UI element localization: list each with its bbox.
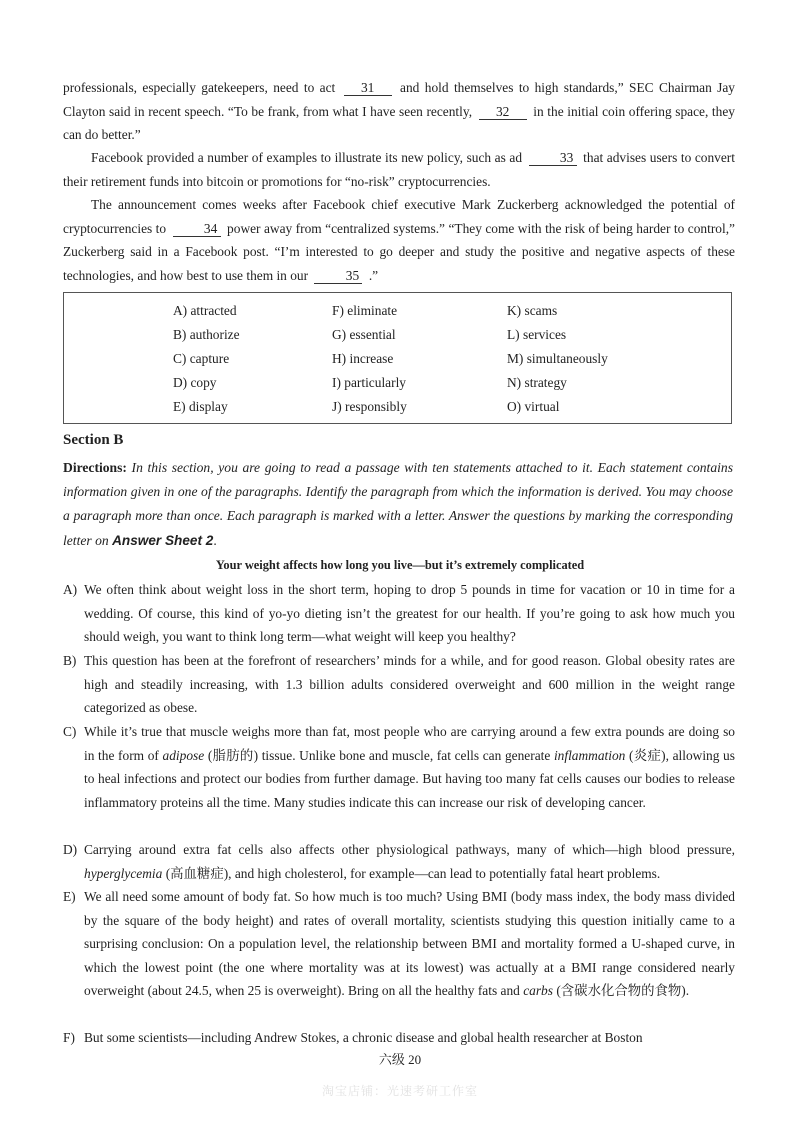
text-segment: We all need some amount of body fat. So how much is too much? Using BMI (body mass index, the body mass divided by the square of the body height) and rates of overall mortality, scientists studying this question initially came to a surprising conclusion: On a population level, the relationship between BMI and mortality formed a U-shaped curve, in which the lowest point (the one where mortality was at its lowest) was actually at a BMI range considered nearly overweight (about 24.5, when 25 is overweight). Bring on all the healthy fats and bbox=[84, 889, 735, 999]
term-hyperglycemia: hyperglycemia bbox=[84, 865, 163, 881]
paragraph-text: This question has been at the forefront of researchers’ minds for a while, and for good reason. Global obesity rates are high and steadily increasing, with 1.3 billion adults considered overweight and 600 million in the weight range categorized as obese. bbox=[84, 653, 735, 716]
paragraph-text bbox=[84, 720, 735, 814]
directions-text: In this section, you are going to read a passage with ten statements attached to it. Each statement contains information given in one of the paragraphs. Identify the paragraph from which the information is derived. You may choose a paragraph more than once. Each paragraph is marked with a letter. Answer the questions by marking the corresponding letter on bbox=[63, 460, 733, 548]
text-segment: (含碳水化合物的食物). bbox=[556, 983, 690, 999]
text-segment: The announcement comes weeks after Facebook chief executive Mark Zuckerberg acknowledged the potential of cryptocurrencies to bbox=[63, 197, 735, 236]
blank-33: 33 bbox=[529, 150, 577, 166]
text-segment: professionals, especially gatekeepers, need to act bbox=[63, 80, 336, 95]
section-title: Section B bbox=[63, 432, 124, 448]
passage-title: Your weight affects how long you live—but it’s extremely complicated bbox=[215, 558, 585, 572]
passage-paragraph-1 bbox=[63, 76, 735, 147]
paragraph-text: But some scientists—including Andrew Stokes, a chronic disease and global health researcher at Boston bbox=[84, 1030, 643, 1045]
paragraph-e bbox=[63, 885, 735, 1003]
option-l: L) services bbox=[507, 327, 567, 342]
option-h: H) increase bbox=[332, 351, 394, 366]
text-segment: Facebook provided a number of examples to illustrate its new policy, such as ad bbox=[91, 150, 523, 165]
paragraph-f bbox=[63, 1026, 735, 1050]
option-k: K) scams bbox=[507, 303, 558, 318]
text-segment: (脂肪的) tissue. Unlike bone and muscle, fat cells can generate bbox=[207, 747, 551, 763]
paragraph-d bbox=[63, 838, 735, 885]
term-inflammation: inflammation bbox=[553, 747, 626, 763]
paragraph-a bbox=[63, 578, 735, 649]
option-o: O) virtual bbox=[507, 399, 560, 414]
paragraph-c bbox=[63, 720, 735, 814]
word-bank-box bbox=[63, 292, 732, 424]
term-adipose: adipose bbox=[162, 747, 205, 763]
option-i: I) particularly bbox=[332, 375, 406, 390]
option-j: J) responsibly bbox=[332, 399, 407, 414]
directions-label: Directions: bbox=[63, 460, 127, 475]
text-segment: in the initial coin offering space, they can do better.” bbox=[63, 103, 735, 143]
blank-31: 31 bbox=[344, 80, 392, 96]
answer-sheet-label: Answer Sheet 2 bbox=[112, 532, 214, 548]
directions bbox=[63, 456, 733, 553]
text-segment: While it’s true that muscle weighs more than fat, most people who are carrying around a few extra pounds are doing so in the form of bbox=[84, 724, 735, 763]
option-n: N) strategy bbox=[507, 375, 567, 390]
paragraph-letter: F) bbox=[63, 1030, 75, 1045]
paragraph-text bbox=[84, 838, 735, 885]
option-d: D) copy bbox=[173, 375, 217, 390]
blank-34: 34 bbox=[173, 221, 221, 237]
paragraph-text: We often think about weight loss in the short term, hoping to drop 5 pounds in time for vacation or 10 in time for a wedding. Of course, this kind of yo-yo dieting isn’t the greatest for our health. If you’re going to ask how much you should weigh, you want to think long term—what weight will keep you healthy? bbox=[84, 582, 735, 645]
blank-35: 35 bbox=[314, 268, 362, 284]
text-segment: (高血糖症), and high cholesterol, for example—can lead to potentially fatal heart problems. bbox=[165, 865, 661, 881]
directions-period: . bbox=[213, 532, 217, 548]
page-footer: 六级 20 bbox=[378, 1052, 422, 1067]
option-g: G) essential bbox=[332, 327, 396, 342]
paragraph-letter: C) bbox=[63, 724, 77, 739]
text-segment: that advises users to convert their retirement funds into bitcoin or promotions for “no-risk” cryptocurrencies. bbox=[63, 150, 735, 189]
text-segment: and hold themselves to high standards,” SEC Chairman Jay Clayton said in recent speech. “To be frank, from what I have seen recently, bbox=[63, 80, 735, 119]
option-c: C) capture bbox=[173, 351, 230, 366]
option-a: A) attracted bbox=[173, 303, 237, 318]
paragraph-b bbox=[63, 649, 735, 720]
blank-32: 32 bbox=[479, 104, 527, 120]
term-carbs: carbs bbox=[523, 983, 553, 999]
option-e: E) display bbox=[173, 399, 228, 414]
paragraph-letter: E) bbox=[63, 889, 76, 904]
passage-paragraph-3 bbox=[63, 193, 735, 287]
text-segment: Carrying around extra fat cells also affects other physiological pathways, many of which—high blood pressure, bbox=[84, 842, 735, 857]
text-segment: power away from “centralized systems.” “They come with the risk of being harder to control,” Zuckerberg said in a Facebook post. “I’m interested to go deeper and study the positive and negative aspects of these technologies, and how best to use them in our bbox=[63, 220, 735, 283]
passage-paragraph-2 bbox=[63, 146, 735, 193]
text-segment: .” bbox=[368, 267, 379, 283]
text-segment: (炎症), allowing us to heal infections and protect our bodies from further damage. But having too many fat cells causes our bodies to release inflammatory proteins all the time. Many studies indicate this can increase our risk of developing cancer. bbox=[84, 747, 735, 810]
paragraph-text bbox=[84, 885, 735, 1003]
option-m: M) simultaneously bbox=[507, 351, 608, 366]
paragraph-letter: A) bbox=[63, 582, 78, 597]
watermark: 淘宝店铺：光速考研工作室 bbox=[321, 1084, 478, 1098]
option-b: B) authorize bbox=[173, 327, 240, 342]
paragraph-letter: D) bbox=[63, 842, 78, 857]
option-f: F) eliminate bbox=[332, 303, 398, 318]
paragraph-letter: B) bbox=[63, 653, 77, 668]
